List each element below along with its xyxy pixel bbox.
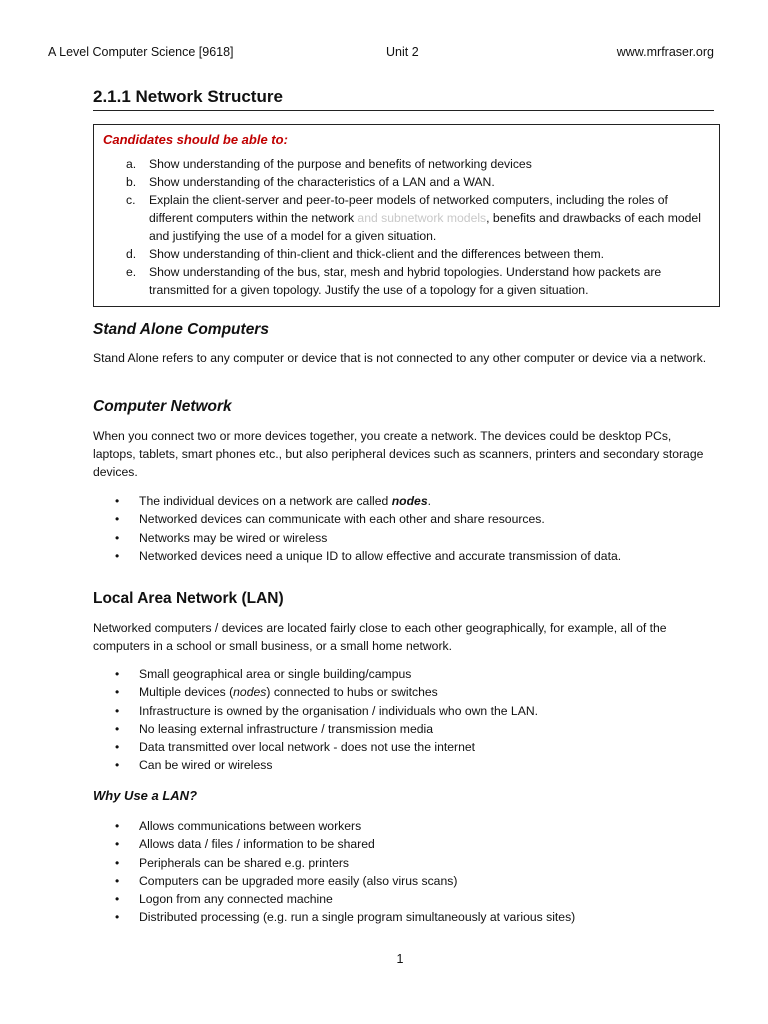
objective-letter: c.: [126, 193, 136, 207]
list-item: [93, 510, 714, 528]
list-item-text: Networked devices need a unique ID to allow effective and accurate transmission of data.: [139, 548, 622, 563]
page-header: [48, 43, 714, 61]
list-item-text: Peripherals can be shared e.g. printers: [139, 855, 350, 870]
objectives-list: [103, 155, 711, 299]
list-item-text: Small geographical area or single building/campus: [139, 667, 412, 681]
objective-item: [103, 263, 711, 299]
why-lan-section: [93, 787, 714, 927]
bullet-icon: •: [115, 873, 120, 888]
list-item: [93, 756, 714, 774]
list-item: [93, 547, 714, 565]
list-item: [93, 817, 714, 835]
bullet-icon: •: [115, 758, 120, 773]
objective-text: Explain the client-server and peer-to-peer models of networked computers, including the roles of different computers within the network: [149, 193, 668, 225]
header-course: A Level Computer Science [9618]: [48, 45, 234, 59]
list-item-text: No leasing external infrastructure / transmission media: [139, 721, 433, 736]
list-item-text: The individual devices on a network are called: [139, 494, 392, 508]
page-title: 2.1.1 Network Structure: [93, 88, 714, 111]
list-item-text: Distributed processing (e.g. run a single program simultaneously at various sites): [139, 910, 576, 925]
bullet-icon: •: [115, 819, 120, 833]
objective-item: [103, 155, 711, 173]
stand-alone-text: Stand Alone refers to any computer or device that is not connected to any other computer or device via a network.: [93, 351, 707, 365]
computer-network-section: [93, 398, 714, 565]
objective-item: [103, 191, 711, 245]
lan-bullets: [93, 665, 714, 775]
list-item: [93, 908, 714, 926]
objective-faded-text: and subnetwork models: [354, 211, 487, 225]
header-website[interactable]: www.mrfraser.org: [616, 45, 714, 59]
objective-text: Show understanding of thin-client and thick-client and the differences between them.: [149, 247, 605, 261]
objective-letter: a.: [126, 157, 137, 171]
list-item: [93, 529, 714, 547]
bullet-icon: •: [115, 494, 120, 508]
bullet-icon: •: [115, 548, 120, 563]
list-item-text: Logon from any connected machine: [139, 892, 333, 907]
list-item: [93, 890, 714, 908]
list-item: [93, 683, 714, 701]
list-item-text: Networks may be wired or wireless: [139, 530, 328, 545]
lan-text: Networked computers / devices are located fairly close to each other geographically, for example, all of the computers in a school or small business, or a small home network.: [93, 621, 667, 653]
list-item: [93, 720, 714, 738]
list-item: [93, 872, 714, 890]
bullet-icon: •: [115, 703, 120, 718]
objectives-box: [93, 124, 720, 307]
computer-network-bullets: [93, 492, 714, 565]
objective-text: Show understanding of the characteristics of a LAN and a WAN.: [149, 175, 495, 189]
bullet-icon: •: [115, 667, 120, 681]
bullet-icon: •: [115, 685, 120, 700]
bullet-icon: •: [115, 740, 120, 755]
objective-letter: e.: [126, 265, 137, 279]
section-heading-lan: Local Area Network (LAN): [93, 590, 284, 607]
page-number: 1: [396, 952, 404, 966]
bullet-icon: •: [115, 512, 120, 527]
list-item: [93, 738, 714, 756]
bullet-icon: •: [115, 721, 120, 736]
list-item-text: Networked devices can communicate with each other and share resources.: [139, 512, 545, 527]
objective-text: , benefits and drawbacks of each model and justifying the use of a model for a given situation.: [149, 211, 701, 243]
bullet-icon: •: [115, 910, 120, 925]
lan-section: [93, 590, 714, 775]
list-item-text: Multiple devices (: [139, 685, 234, 700]
bullet-icon: •: [115, 530, 120, 545]
list-item: [93, 492, 714, 510]
bullet-icon: •: [115, 837, 120, 852]
list-item-text: Infrastructure is owned by the organisation / individuals who own the LAN.: [139, 703, 539, 718]
list-item: [93, 665, 714, 683]
computer-network-text: When you connect two or more devices together, you create a network. The devices could be desktop PCs, laptops, tablets, smart phones etc., but also peripheral devices such as scanners, printers and secondary storage devices.: [93, 429, 704, 479]
list-item-text: Allows communications between workers: [139, 819, 362, 833]
section-heading-computer-network: Computer Network: [93, 398, 232, 415]
objective-text: Show understanding of the bus, star, mesh and hybrid topologies. Understand how packets are transmitted for a given topology. Justify the use of a topology for a given situation.: [149, 265, 662, 297]
objective-item: [103, 245, 711, 263]
bullet-icon: •: [115, 855, 120, 870]
bullet-icon: •: [115, 892, 120, 907]
header-unit: Unit 2: [386, 45, 419, 59]
section-heading-stand-alone: Stand Alone Computers: [93, 321, 269, 338]
stand-alone-section: [93, 321, 714, 367]
objective-item: [103, 173, 711, 191]
section-heading-why-lan: Why Use a LAN?: [93, 788, 198, 803]
emphasis-text: nodes: [233, 685, 267, 700]
objectives-heading: Candidates should be able to:: [103, 132, 288, 147]
list-item-text: Allows data / files / information to be shared: [139, 837, 375, 852]
objective-text: Show understanding of the purpose and benefits of networking devices: [149, 157, 532, 171]
list-item-text: Can be wired or wireless: [139, 758, 273, 773]
list-item-text: .: [427, 494, 431, 508]
objective-letter: d.: [126, 247, 137, 261]
objective-letter: b.: [126, 175, 137, 189]
list-item: [93, 702, 714, 720]
emphasis-text: nodes: [391, 494, 428, 508]
list-item-text: Computers can be upgraded more easily (also virus scans): [139, 873, 458, 888]
list-item: [93, 854, 714, 872]
why-lan-bullets: [93, 817, 714, 927]
list-item-text: ) connected to hubs or switches: [266, 685, 438, 700]
list-item-text: Data transmitted over local network - does not use the internet: [139, 740, 476, 755]
list-item: [93, 835, 714, 853]
